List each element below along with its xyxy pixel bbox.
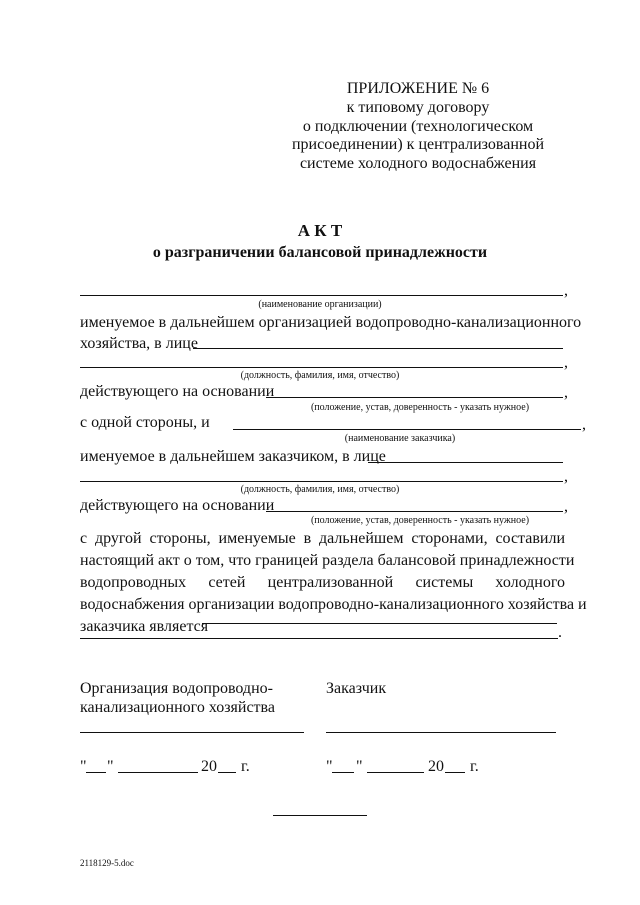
separator-line xyxy=(273,815,367,816)
boundary-line[interactable] xyxy=(202,623,557,624)
customer-representative-line-2[interactable] xyxy=(80,481,563,482)
cust-date-year[interactable] xyxy=(445,772,465,773)
org-date-quote-close: " xyxy=(107,758,114,775)
basis2-comma: , xyxy=(564,498,568,515)
basis-caption-2: (положение, устав, доверенность - указать нужное) xyxy=(310,515,530,526)
fio-caption-2: (должность, фамилия, имя, отчество) xyxy=(240,484,400,495)
cust-date-suffix: г. xyxy=(470,758,479,775)
org-line-2: хозяйства, в лице xyxy=(80,335,198,352)
org-date-year[interactable] xyxy=(218,772,236,773)
act-title: А К Т xyxy=(297,221,343,240)
fio-caption: (должность, фамилия, имя, отчество) xyxy=(240,370,400,381)
act-subtitle: о разграничении балансовой принадлежности xyxy=(152,244,488,261)
cust-date-quote-open: " xyxy=(326,758,333,775)
appendix-title: ПРИЛОЖЕНИЕ № 6 xyxy=(346,80,490,97)
basis-label-2: действующего на основании xyxy=(80,497,275,514)
basis-comma: , xyxy=(564,384,568,401)
org-date-month[interactable] xyxy=(118,772,198,773)
doc-id: 2118129-5.doc xyxy=(80,858,134,868)
basis-label: действующего на основании xyxy=(80,383,275,400)
org-name-line[interactable] xyxy=(80,295,563,296)
basis-line[interactable] xyxy=(266,397,563,398)
fio2-comma: , xyxy=(564,468,568,485)
customer-name-line[interactable] xyxy=(233,429,581,430)
para-line-5: заказчика является xyxy=(80,618,209,635)
org-representative-line[interactable] xyxy=(193,348,563,349)
sig-customer: Заказчик xyxy=(326,680,387,697)
sig-org-line-2: канализационного хозяйства xyxy=(80,699,275,716)
cust-date-month[interactable] xyxy=(367,772,424,773)
org-representative-line-2[interactable] xyxy=(80,367,563,368)
para-line-4: водоснабжения организации водопроводно-канализационного хозяйства и xyxy=(80,596,587,613)
boundary-period: . xyxy=(558,624,562,641)
org-line-1: именуемое в дальнейшем организацией водопроводно-канализационного xyxy=(80,314,582,331)
fio-comma: , xyxy=(564,354,568,371)
customer-comma: , xyxy=(582,416,586,433)
customer-line: именуемое в дальнейшем заказчиком, в лице xyxy=(80,448,386,465)
one-side-text: с одной стороны, и xyxy=(80,414,210,431)
appendix-line-4: системе холодного водоснабжения xyxy=(299,155,537,172)
para-line-3: водопроводных сетей централизованной системы холодного xyxy=(80,574,565,591)
cust-date-year-prefix: 20 xyxy=(428,758,444,775)
org-name-comma: , xyxy=(564,282,568,299)
customer-caption: (наименование заказчика) xyxy=(344,433,456,444)
cust-date-quote-close: " xyxy=(356,758,363,775)
appendix-line-1: к типовому договору xyxy=(346,99,490,116)
appendix-line-3: присоединении) к централизованной xyxy=(291,136,545,153)
customer-signature-line[interactable] xyxy=(326,732,556,733)
org-name-caption: (наименование организации) xyxy=(258,299,382,310)
para-line-1: с другой стороны, именуемые в дальнейшем сторонами, составили xyxy=(80,530,565,547)
para-line-2: настоящий акт о том, что границей раздела балансовой принадлежности xyxy=(80,552,575,569)
org-date-quote-open: " xyxy=(80,758,87,775)
appendix-line-2: о подключении (технологическом xyxy=(302,118,534,135)
boundary-line-2[interactable] xyxy=(80,638,558,639)
org-date-day[interactable] xyxy=(86,772,106,773)
basis-line-2[interactable] xyxy=(266,511,563,512)
customer-representative-line[interactable] xyxy=(368,462,563,463)
sig-org-line-1: Организация водопроводно- xyxy=(80,680,273,697)
org-signature-line[interactable] xyxy=(80,732,304,733)
org-date-year-prefix: 20 xyxy=(201,758,217,775)
basis-caption: (положение, устав, доверенность - указать нужное) xyxy=(310,402,530,413)
cust-date-day[interactable] xyxy=(332,772,354,773)
org-date-suffix: г. xyxy=(241,758,250,775)
